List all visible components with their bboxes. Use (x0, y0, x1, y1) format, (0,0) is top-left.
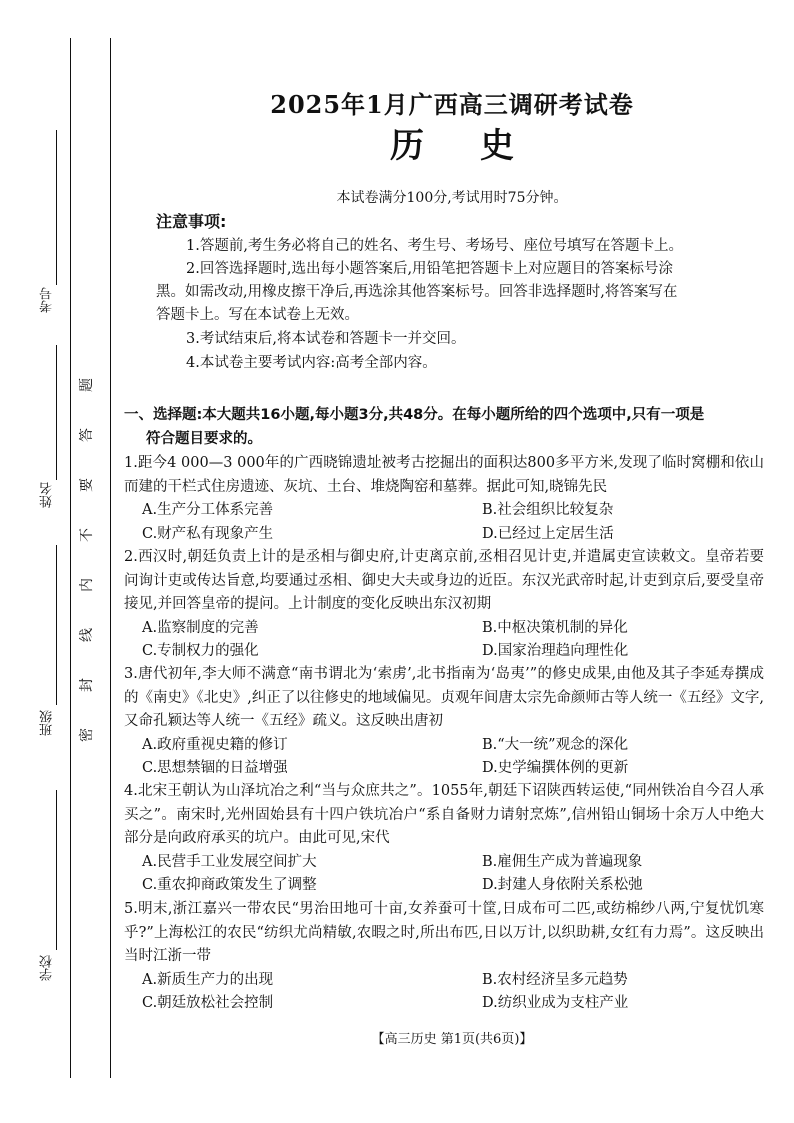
question-stem: 2.西汉时,朝廷负责上计的是丞相与御史府,计吏离京前,丞相召见计吏,并遣属吏宣读敕文。皇帝若要问询计吏或传达旨意,均要通过丞相、御史大夫或身边的近臣。东汉光武帝时起,计吏到京后,要受皇帝接见,并回答皇帝的提问。上计制度的变化反映出东汉初期 (124, 549, 764, 612)
question-options (124, 734, 764, 781)
seal-char: 答 (79, 428, 95, 442)
notice-item: 黑。如需改动,用橡皮擦干净后,再选涂其他答案标号。回答非选择题时,将答案写在 (156, 284, 678, 300)
notice-title: 注意事项: (156, 212, 227, 231)
notice-item: 2.回答选择题时,选出每小题答案后,用铅笔把答题卡上对应题目的答案标号涂 (186, 261, 674, 277)
option-d: D.史学编撰体例的更新 (482, 760, 629, 776)
seal-char: 封 (79, 678, 95, 692)
page-footer: 【高三历史 第1页(共6页)】 (371, 1032, 533, 1047)
question-stem: 3.唐代初年,李大师不满意“南书谓北为‘索虏’,北书指南为‘岛夷’”的修史成果,由他及其子李延寿撰成的《南史》《北史》,纠正了以往修史的地域偏见。贞观年间唐太宗先命颜师古等人统一《五经》文字,又命孔颖达等人统一《五经》疏义。这反映出唐初 (124, 666, 764, 729)
option-a: A.新质生产力的出现 (142, 971, 274, 988)
option-a: A.政府重视史籍的修订 (142, 736, 288, 753)
question-5 (124, 898, 764, 1016)
option-c: C.重农抑商政策发生了调整 (142, 877, 317, 893)
full-score-note: 本试卷满分100分,考试用时75分钟。 (336, 190, 568, 206)
notice-item: 4.本试卷主要考试内容:高考全部内容。 (186, 355, 437, 371)
option-b: B.社会组织比较复杂 (482, 502, 614, 518)
section-instruction-cont: 符合题目要求的。 (146, 431, 262, 447)
option-a: A.监察制度的完善 (142, 619, 259, 636)
name-fill-line (56, 345, 57, 480)
question-4 (124, 780, 764, 898)
seal-char: 内 (79, 578, 95, 592)
school-fill-line (56, 790, 57, 950)
seal-char: 题 (79, 378, 95, 392)
exam-subject: 历史 (390, 126, 570, 166)
seal-char: 不 (79, 528, 95, 542)
seal-char: 密 (79, 728, 95, 742)
class-fill-line (56, 545, 57, 705)
binding-line-outer (70, 38, 71, 1078)
option-a: A.民营手工业发展空间扩大 (142, 853, 317, 870)
option-b: B.雇佣生产成为普遍现象 (482, 853, 643, 870)
exam-no-fill-line (56, 130, 57, 285)
option-c: C.财产私有现象产生 (142, 525, 274, 542)
option-a: A.生产分工体系完善 (142, 502, 274, 518)
notice-item: 1.答题前,考生务必将自己的姓名、考生号、考场号、座位号填写在答题卡上。 (186, 238, 683, 254)
notice-item: 答题卡上。写在本试卷上无效。 (156, 307, 359, 323)
school-label: 学校 (40, 955, 55, 981)
question-options (124, 851, 764, 898)
question-options (124, 499, 764, 546)
option-b: B.“大一统”观念的深化 (482, 736, 629, 753)
section-header (124, 403, 764, 451)
question-stem: 5.明末,浙江嘉兴一带农民“男治田地可十亩,女养蚕可十筐,日成布可二匹,或纺棉纱八两,宁复忧饥寒乎?”上海松江的农民“纺织尤尚精敏,农暇之时,所出布匹,日以万计,以织助耕,女红有力焉”。这反映出当时江浙一带 (124, 901, 764, 964)
notice-item: 3.考试结束后,将本试卷和答题卡一并交回。 (186, 331, 466, 347)
option-c: C.专制权力的强化 (142, 643, 259, 659)
option-b: B.农村经济呈多元趋势 (482, 971, 628, 988)
question-3 (124, 663, 764, 781)
question-2 (124, 546, 764, 664)
exam-no-label: 考号 (40, 287, 55, 313)
option-c: C.朝廷放松社会控制 (142, 995, 274, 1011)
question-1 (124, 452, 764, 546)
option-d: D.国家治理趋向理性化 (482, 643, 629, 659)
exam-title: 2025年1月广西高三调研考试卷 (270, 90, 634, 119)
option-d: D.已经过上定居生活 (482, 525, 614, 542)
section-instruction: 一、选择题:本大题共16小题,每小题3分,共48分。在每小题所给的四个选项中,只有一项是 (124, 407, 705, 423)
option-c: C.思想禁锢的日益增强 (142, 760, 288, 776)
class-label: 班级 (40, 710, 55, 736)
question-stem: 1.距今4 000—3 000年的广西晓锦遗址被考古挖掘出的面积达800多平方米,发现了临时窝棚和依山而建的干栏式住房遗迹、灰坑、土台、堆烧陶窑和墓葬。据此可知,晓锦先民 (124, 455, 764, 495)
option-d: D.纺织业成为支柱产业 (482, 995, 629, 1011)
seal-char: 要 (79, 478, 95, 492)
seal-char: 线 (79, 628, 95, 642)
question-options (124, 617, 764, 664)
option-b: B.中枢决策机制的异化 (482, 619, 628, 636)
binding-margin (0, 0, 110, 1123)
name-label: 姓名 (40, 482, 55, 508)
option-d: D.封建人身依附关系松弛 (482, 877, 643, 893)
question-stem: 4.北宋王朝认为山泽坑冶之利“当与众庶共之”。1055年,朝廷下诏陕西转运使,“同州铁冶自今召人承买之”。南宋时,光州固始县有十四户铁坑冶户“系自备财力请射烹炼”,信州铅山铜场十余万人中绝大部分是向政府承买的坑户。由此可见,宋代 (124, 783, 764, 846)
question-options (124, 969, 764, 1016)
